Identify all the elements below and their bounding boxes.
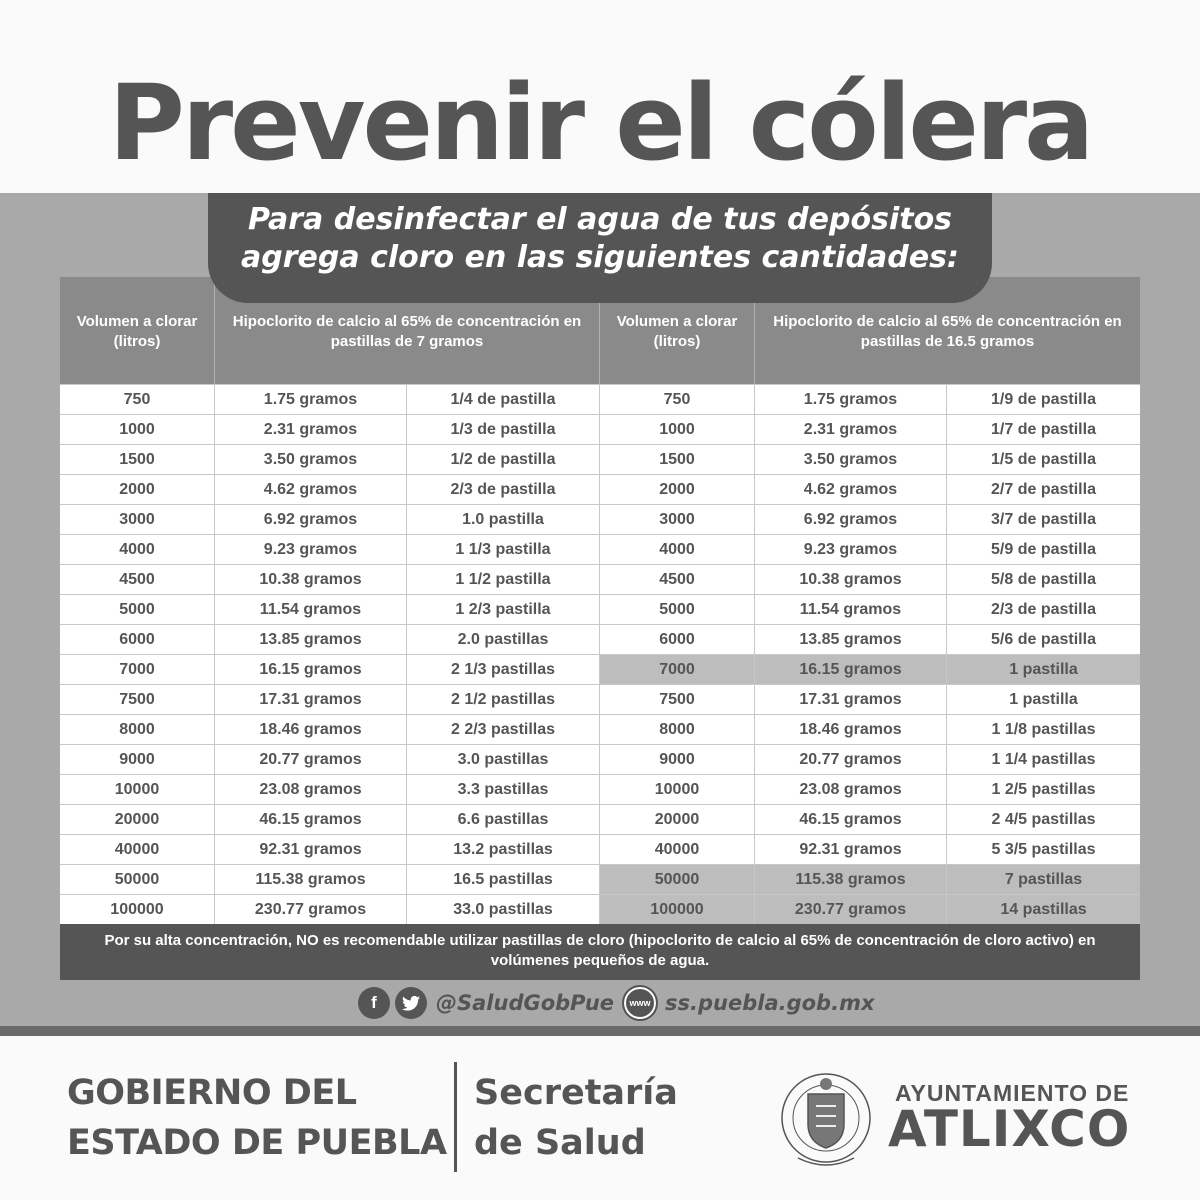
cell-grams-right: 230.77 gramos: [755, 895, 947, 924]
cell-volume-right: 4000: [600, 535, 755, 564]
cell-grams-right: 6.92 gramos: [755, 505, 947, 534]
cell-volume-left: 7500: [60, 685, 215, 714]
cell-volume-right: 7000: [600, 655, 755, 684]
chlorine-table: [60, 277, 1140, 980]
table-row: [60, 834, 1140, 864]
subtitle-line-1: Para desinfectar el agua de tus depósitos: [247, 202, 953, 237]
cell-tablets-left: 1 1/3 pastilla: [407, 535, 600, 564]
facebook-icon[interactable]: f: [358, 987, 390, 1019]
cell-grams-right: 92.31 gramos: [755, 835, 947, 864]
table-row: [60, 384, 1140, 414]
cell-tablets-left: 3.3 pastillas: [407, 775, 600, 804]
table-row: [60, 594, 1140, 624]
cell-tablets-left: 2 1/2 pastillas: [407, 685, 600, 714]
cell-tablets-right: 5/6 de pastilla: [991, 631, 1096, 648]
table-row: [60, 654, 1140, 684]
cell-grams-left: 16.15 gramos: [215, 655, 407, 684]
table-row: [60, 744, 1140, 774]
header-hypochlorite-7g: Hipoclorito de calcio al 65% de concentración en pastillas de 7 gramos: [215, 277, 600, 384]
cell-tablets-right: 2/3 de pastilla: [991, 601, 1096, 618]
gobierno-line-2: ESTADO DE PUEBLA: [67, 1123, 447, 1163]
table-row: [60, 684, 1140, 714]
cell-grams-right: 4.62 gramos: [755, 475, 947, 504]
cell-grams-left: 2.31 gramos: [215, 415, 407, 444]
social-bar: [358, 985, 875, 1021]
cell-tablets-left: 6.6 pastillas: [407, 805, 600, 834]
cell-volume-right: 50000: [600, 865, 755, 894]
cell-volume-left: 10000: [60, 775, 215, 804]
cell-grams-right: 13.85 gramos: [755, 625, 947, 654]
cell-grams-left: 3.50 gramos: [215, 445, 407, 474]
cell-tablets-right: 1 1/8 pastillas: [991, 721, 1096, 738]
cell-volume-left: 100000: [60, 895, 215, 924]
footer-divider: [454, 1062, 457, 1172]
cell-grams-left: 4.62 gramos: [215, 475, 407, 504]
cell-grams-right: 2.31 gramos: [755, 415, 947, 444]
cell-tablets-right: 1/7 de pastilla: [991, 421, 1096, 438]
cell-tablets-left: 2 2/3 pastillas: [407, 715, 600, 744]
cell-volume-right: 4500: [600, 565, 755, 594]
cell-grams-right: 3.50 gramos: [755, 445, 947, 474]
cell-grams-left: 115.38 gramos: [215, 865, 407, 894]
cell-grams-left: 92.31 gramos: [215, 835, 407, 864]
cell-tablets-right: 5 3/5 pastillas: [991, 841, 1096, 858]
cell-tablets-right: 2/7 de pastilla: [991, 481, 1096, 498]
cell-volume-right: 1500: [600, 445, 755, 474]
cell-volume-left: 40000: [60, 835, 215, 864]
band-divider: [0, 1026, 1200, 1036]
cell-grams-left: 23.08 gramos: [215, 775, 407, 804]
cell-volume-left: 7000: [60, 655, 215, 684]
cell-tablets-right: 1 2/5 pastillas: [991, 781, 1096, 798]
cell-volume-right: 1000: [600, 415, 755, 444]
cell-tablets-right: 1/9 de pastilla: [991, 391, 1096, 408]
cell-tablets-left: 2 1/3 pastillas: [407, 655, 600, 684]
table-row: [60, 474, 1140, 504]
cell-volume-right: 10000: [600, 775, 755, 804]
table-row: [60, 624, 1140, 654]
cell-grams-right: 1.75 gramos: [755, 385, 947, 414]
cell-volume-right: 2000: [600, 475, 755, 504]
cell-tablets-right: 2 4/5 pastillas: [991, 811, 1096, 828]
cell-volume-right: 9000: [600, 745, 755, 774]
header-volume-right: Volumen a clorar (litros): [600, 277, 755, 384]
cell-volume-right: 5000: [600, 595, 755, 624]
cell-grams-right: 16.15 gramos: [755, 655, 947, 684]
cell-tablets-right: 5/9 de pastilla: [991, 541, 1096, 558]
cell-volume-left: 5000: [60, 595, 215, 624]
subtitle-banner: [208, 193, 992, 303]
cell-volume-left: 2000: [60, 475, 215, 504]
cell-volume-left: 6000: [60, 625, 215, 654]
cell-volume-right: 6000: [600, 625, 755, 654]
cell-tablets-right: 1 pastilla: [1009, 691, 1078, 708]
cell-tablets-left: 1/3 de pastilla: [407, 415, 600, 444]
cell-tablets-left: 1 1/2 pastilla: [407, 565, 600, 594]
cell-tablets-right: 3/7 de pastilla: [991, 511, 1096, 528]
cell-grams-left: 1.75 gramos: [215, 385, 407, 414]
cell-tablets-left: 33.0 pastillas: [407, 895, 600, 924]
cell-tablets-left: 1/4 de pastilla: [407, 385, 600, 414]
table-row: [60, 804, 1140, 834]
cell-grams-left: 9.23 gramos: [215, 535, 407, 564]
cell-volume-left: 1000: [60, 415, 215, 444]
cell-tablets-left: 2.0 pastillas: [407, 625, 600, 654]
gobierno-logo-text: [67, 1068, 447, 1168]
header-hypochlorite-16-5g: Hipoclorito de calcio al 65% de concentración en pastillas de 16.5 gramos: [773, 313, 1122, 350]
page-title: Prevenir el cólera: [108, 62, 1092, 184]
atlixco-seal-icon: [778, 1066, 874, 1176]
cell-grams-left: 11.54 gramos: [215, 595, 407, 624]
cell-grams-right: 20.77 gramos: [755, 745, 947, 774]
cell-tablets-left: 13.2 pastillas: [407, 835, 600, 864]
cell-volume-left: 20000: [60, 805, 215, 834]
table-body: [60, 384, 1140, 924]
cell-grams-right: 46.15 gramos: [755, 805, 947, 834]
header-volume-left: Volumen a clorar (litros): [60, 277, 215, 384]
website-link[interactable]: ss.puebla.gob.mx: [665, 991, 875, 1015]
cell-grams-left: 17.31 gramos: [215, 685, 407, 714]
subtitle-line-2: agrega cloro en las siguientes cantidades:: [241, 240, 959, 275]
cell-volume-left: 3000: [60, 505, 215, 534]
secretaria-line-1: Secretaría: [474, 1073, 678, 1113]
table-row: [60, 714, 1140, 744]
cell-grams-right: 11.54 gramos: [755, 595, 947, 624]
table-row: [60, 774, 1140, 804]
cell-tablets-left: 1/2 de pastilla: [407, 445, 600, 474]
cell-volume-left: 4500: [60, 565, 215, 594]
cell-volume-right: 20000: [600, 805, 755, 834]
cell-grams-right: 18.46 gramos: [755, 715, 947, 744]
table-row: [60, 864, 1140, 894]
cell-volume-right: 7500: [600, 685, 755, 714]
cell-tablets-left: 2/3 de pastilla: [407, 475, 600, 504]
footer: [0, 1036, 1200, 1200]
cell-grams-left: 230.77 gramos: [215, 895, 407, 924]
cell-volume-left: 4000: [60, 535, 215, 564]
cell-grams-left: 46.15 gramos: [215, 805, 407, 834]
cell-tablets-right: 1 1/4 pastillas: [991, 751, 1096, 768]
atlixco-label: ATLIXCO: [888, 1100, 1131, 1158]
social-handle[interactable]: @SaludGobPue: [436, 991, 615, 1015]
gobierno-line-1: GOBIERNO DEL: [67, 1073, 357, 1113]
cell-volume-left: 50000: [60, 865, 215, 894]
cell-tablets-right: 1/5 de pastilla: [991, 451, 1096, 468]
cell-grams-right: 9.23 gramos: [755, 535, 947, 564]
cell-grams-right: 23.08 gramos: [755, 775, 947, 804]
cell-tablets-right: 5/8 de pastilla: [991, 571, 1096, 588]
www-icon[interactable]: www: [624, 987, 656, 1019]
table-row: [60, 564, 1140, 594]
cell-tablets-left: 16.5 pastillas: [407, 865, 600, 894]
table-row: [60, 414, 1140, 444]
twitter-icon[interactable]: [395, 987, 427, 1019]
warning-note: Por su alta concentración, NO es recomendable utilizar pastillas de cloro (hipoclorito de calcio al 65% de concentración de cloro activo) en volúmenes pequeños de agua.: [60, 924, 1140, 980]
cell-grams-right: 10.38 gramos: [755, 565, 947, 594]
table-row: [60, 444, 1140, 474]
secretaria-line-2: de Salud: [474, 1123, 646, 1163]
ayuntamiento-label: AYUNTAMIENTO DE: [895, 1080, 1130, 1106]
cell-tablets-left: 3.0 pastillas: [407, 745, 600, 774]
cell-tablets-left: 1 2/3 pastilla: [407, 595, 600, 624]
cell-tablets-right: 7 pastillas: [947, 865, 1140, 894]
cell-grams-left: 20.77 gramos: [215, 745, 407, 774]
cell-grams-right: 115.38 gramos: [755, 865, 947, 894]
cell-grams-left: 13.85 gramos: [215, 625, 407, 654]
cell-volume-left: 8000: [60, 715, 215, 744]
cell-volume-right: 100000: [600, 895, 755, 924]
table-row: [60, 504, 1140, 534]
secretaria-logo-text: [474, 1068, 678, 1168]
cell-tablets-right: 1 pastilla: [947, 655, 1140, 684]
cell-volume-right: 40000: [600, 835, 755, 864]
cell-volume-right: 3000: [600, 505, 755, 534]
cell-grams-right: 17.31 gramos: [755, 685, 947, 714]
cell-volume-left: 750: [60, 385, 215, 414]
table-row: [60, 534, 1140, 564]
cell-volume-right: 8000: [600, 715, 755, 744]
cell-volume-right: 750: [600, 385, 755, 414]
cell-tablets-right: 14 pastillas: [947, 895, 1140, 924]
cell-grams-left: 10.38 gramos: [215, 565, 407, 594]
cell-tablets-left: 1.0 pastilla: [407, 505, 600, 534]
table-row: [60, 894, 1140, 924]
cell-grams-left: 6.92 gramos: [215, 505, 407, 534]
cell-volume-left: 1500: [60, 445, 215, 474]
cell-volume-left: 9000: [60, 745, 215, 774]
cell-grams-left: 18.46 gramos: [215, 715, 407, 744]
